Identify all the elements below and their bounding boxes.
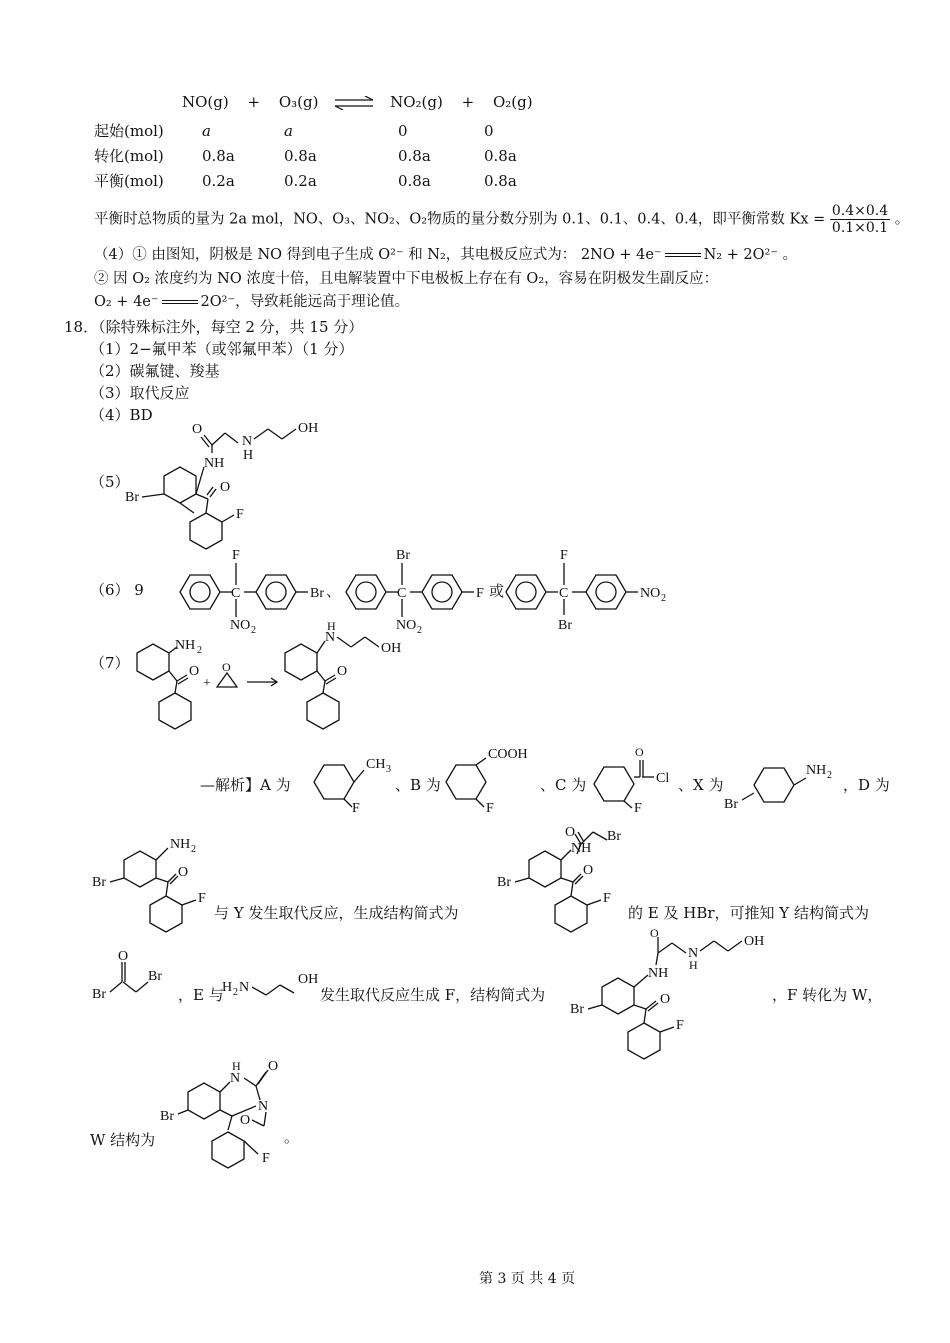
svg-text:2: 2: [197, 645, 202, 656]
svg-text:Br: Br: [92, 987, 106, 1002]
svg-text:Br: Br: [607, 829, 621, 844]
svg-text:N: N: [258, 1099, 269, 1114]
analysis-4-end: 。: [284, 1128, 300, 1146]
isomer-or: 或: [489, 582, 505, 600]
cell: 0.2a: [284, 171, 317, 190]
svg-text:NH: NH: [170, 837, 191, 852]
analysis-2b: 的 E 及 HBr，可推知 Y 结构简式为: [628, 904, 869, 922]
svg-text:O: O: [240, 1113, 251, 1128]
svg-text:O: O: [565, 825, 576, 840]
analysis-1b: 、B 为: [395, 776, 441, 794]
analysis-1c: 、C 为: [540, 776, 587, 794]
page-footer: 第 3 页 共 4 页: [479, 1271, 576, 1287]
analysis-3a: ，E 与: [178, 986, 224, 1004]
cell: 0.8a: [484, 146, 517, 165]
answer-1: （1）2−氟甲苯（或邻氟甲苯）（1 分）: [90, 340, 354, 358]
compound-w-icon: [160, 1060, 290, 1180]
equilibrium-summary: [94, 203, 909, 236]
svg-text:Br: Br: [148, 969, 162, 984]
svg-text:OH: OH: [298, 421, 319, 436]
eq2-left: O₂ + 4e⁻: [94, 294, 159, 310]
isomer-1-icon: [170, 545, 340, 635]
svg-text:O: O: [660, 992, 671, 1007]
svg-text:Br: Br: [396, 548, 410, 563]
structure-f-icon: [120, 415, 340, 555]
svg-text:Br: Br: [125, 490, 139, 505]
eq1-right: N₂ + 2O²⁻ 。: [703, 247, 798, 263]
svg-text:N: N: [325, 630, 336, 645]
svg-text:2: 2: [827, 770, 832, 781]
svg-text:F: F: [198, 891, 206, 906]
svg-text:OH: OH: [744, 934, 765, 949]
svg-text:O: O: [118, 949, 129, 964]
svg-text:O: O: [192, 422, 203, 437]
svg-text:NH: NH: [648, 966, 669, 981]
eq-o2: O₂(g): [492, 93, 533, 111]
svg-text:O: O: [337, 664, 348, 679]
part4-text: （4）① 由图知，阴极是 NO 得到电子生成 O²⁻ 和 N₂，其电极反应式为：: [94, 247, 577, 263]
svg-text:H: H: [222, 980, 233, 995]
svg-text:2: 2: [661, 593, 666, 604]
compound-d-icon: [90, 830, 220, 940]
answer-6-label: （6） 9: [90, 581, 144, 599]
svg-text:NH: NH: [175, 638, 196, 653]
table-row: [94, 168, 517, 193]
svg-text:O: O: [268, 1059, 279, 1074]
equals-sign-icon: [665, 253, 701, 257]
eq-no2: NO₂(g): [390, 93, 443, 111]
svg-text:Br: Br: [724, 797, 738, 812]
svg-text:F: F: [486, 801, 494, 816]
svg-text:F: F: [236, 507, 244, 522]
cell: 0.2a: [202, 171, 235, 190]
svg-text:F: F: [232, 548, 240, 563]
part4-line3: [94, 290, 409, 311]
svg-text:COOH: COOH: [488, 747, 528, 762]
table-row: [94, 143, 517, 168]
svg-text:NH: NH: [204, 456, 225, 471]
svg-text:NH: NH: [806, 763, 827, 778]
svg-text:NH: NH: [571, 841, 592, 856]
analysis-1d: 、X 为: [678, 776, 724, 794]
svg-text:Br: Br: [92, 875, 106, 890]
row-label: 转化(mol): [94, 147, 164, 165]
svg-text:F: F: [560, 548, 568, 563]
svg-text:O: O: [220, 480, 231, 495]
svg-text:N: N: [688, 946, 699, 961]
compound-e-icon: [495, 800, 635, 940]
svg-text:C: C: [559, 586, 569, 601]
cell: a: [284, 121, 293, 140]
analysis-3b: 发生取代反应生成 F，结构简式为: [320, 986, 546, 1004]
part4-line1: [94, 243, 797, 264]
svg-text:F: F: [634, 801, 642, 816]
analysis-2a: 与 Y 发生取代反应，生成结构简式为: [214, 904, 459, 922]
svg-text:Br: Br: [160, 1109, 174, 1124]
svg-text:F: F: [676, 1018, 684, 1033]
row-label: 起始(mol): [94, 122, 164, 140]
cell: 0: [484, 121, 494, 140]
cell: 0.8a: [202, 146, 235, 165]
cell: 0: [398, 121, 408, 140]
svg-text:2: 2: [233, 987, 238, 998]
part4-line2: ② 因 O₂ 浓度约为 NO 浓度十倍，且电解装置中下电极板上存在有 O₂，容易在阴极发生副反应：: [94, 271, 719, 287]
svg-text:OH: OH: [381, 641, 402, 656]
equilibrium-arrow-icon: [333, 96, 375, 110]
synthesis-scheme-icon: [115, 619, 435, 745]
ethanolamine-icon: [222, 965, 322, 1005]
q18-header: 18．（除特殊标注外，每空 2 分，共 15 分）: [64, 318, 364, 336]
eq1-left: 2NO + 4e⁻: [580, 247, 662, 263]
isomer-3-icon: [500, 545, 680, 635]
svg-text:3: 3: [386, 764, 391, 775]
svg-text:NO: NO: [230, 618, 251, 633]
svg-text:F: F: [352, 801, 360, 816]
eq-no: NO(g): [182, 93, 229, 111]
answer-3: （3）取代反应: [90, 384, 190, 402]
svg-text:N: N: [239, 980, 250, 995]
summary-text: 平衡时总物质的量为 2a mol，NO、O₃、NO₂、O₂物质的量分数分别为 0.1、0.1、0.4、0.4，即平衡常数 Kx =: [94, 211, 826, 228]
svg-text:Br: Br: [497, 875, 511, 890]
svg-text:H: H: [243, 448, 254, 463]
cell: 0.8a: [484, 171, 517, 190]
cell: 0.8a: [284, 146, 317, 165]
frac-end: 。: [894, 211, 910, 228]
svg-text:H: H: [232, 1059, 241, 1073]
eq2-right: 2O²⁻，导致耗能远高于理论值。: [200, 294, 410, 310]
compound-a-icon: [308, 752, 391, 816]
eq-o3: O₃(g): [278, 93, 319, 111]
analysis-1e: ，D 为: [843, 776, 890, 794]
compound-x-icon: [722, 752, 842, 812]
equals-sign-icon: [162, 300, 198, 304]
svg-text:NO: NO: [396, 618, 417, 633]
eq-plus-1: +: [247, 93, 261, 111]
table-row: [94, 118, 517, 143]
compound-y-icon: [90, 950, 180, 1010]
cell: a: [202, 121, 211, 140]
svg-text:N: N: [230, 1071, 241, 1086]
ice-table: [94, 118, 517, 193]
cell: 0.8a: [398, 171, 431, 190]
analysis-3c: ，F 转化为 W，: [772, 986, 883, 1004]
svg-text:O: O: [650, 926, 659, 940]
svg-text:C: C: [397, 586, 407, 601]
svg-text:H: H: [689, 958, 698, 972]
equation-row: [182, 93, 533, 111]
answer-2: （2）碳氟键、羧基: [90, 362, 220, 380]
svg-text:F: F: [262, 1151, 270, 1166]
svg-text:O: O: [635, 745, 644, 759]
svg-text:O: O: [222, 660, 231, 674]
svg-text:2: 2: [417, 625, 422, 636]
svg-text:O: O: [583, 863, 594, 878]
answer-4: （4）BD: [90, 406, 153, 424]
svg-text:H: H: [327, 619, 336, 633]
svg-text:Cl: Cl: [656, 771, 670, 786]
compound-f-icon: [568, 925, 778, 1065]
svg-text:O: O: [178, 865, 189, 880]
isomer-2-icon: [340, 545, 510, 635]
answer-7-label: （7）: [90, 654, 130, 672]
svg-text:Br: Br: [570, 1002, 584, 1017]
svg-text:Br: Br: [558, 618, 572, 633]
cell: 0.8a: [398, 146, 431, 165]
svg-text:Br: Br: [310, 586, 324, 601]
row-label: 平衡(mol): [94, 172, 164, 190]
frac-den: 0.1×0.1: [831, 220, 889, 236]
svg-text:NO: NO: [640, 586, 661, 601]
isomer-sep-1: 、: [326, 582, 342, 600]
svg-text:N: N: [242, 434, 253, 449]
analysis-1a: —解析】A 为: [200, 776, 291, 794]
svg-text:2: 2: [251, 625, 256, 636]
eq-plus-2: +: [461, 93, 475, 111]
answer-5-label: （5）: [90, 473, 130, 491]
svg-text:O: O: [189, 664, 200, 679]
svg-text:+: +: [203, 676, 211, 691]
svg-text:2: 2: [191, 844, 196, 855]
kx-fraction: [830, 203, 890, 236]
svg-text:F: F: [476, 586, 484, 601]
svg-text:F: F: [603, 891, 611, 906]
analysis-4: W 结构为: [90, 1131, 156, 1149]
svg-text:OH: OH: [298, 972, 319, 987]
svg-text:C: C: [231, 586, 241, 601]
svg-text:CH: CH: [366, 757, 386, 772]
frac-num: 0.4×0.4: [831, 203, 889, 219]
